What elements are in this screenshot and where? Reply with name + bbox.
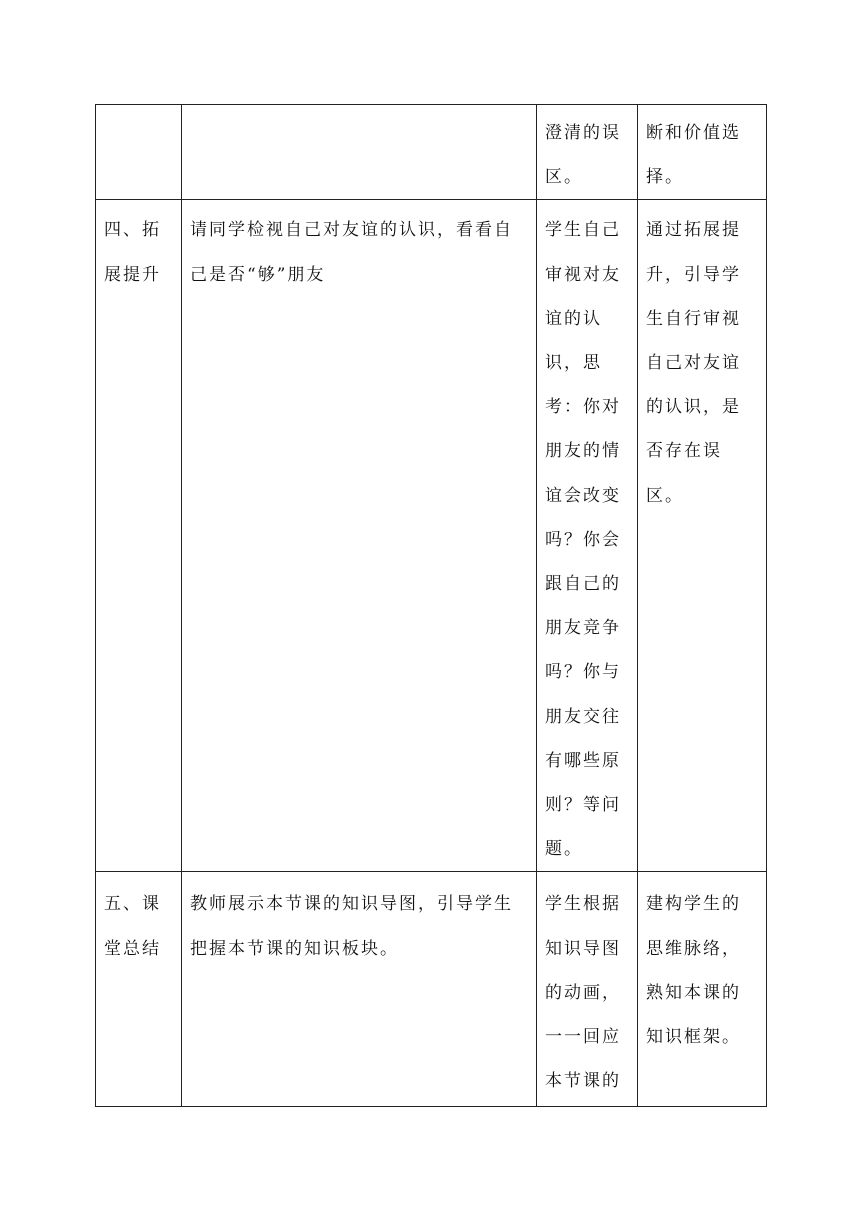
teacher-activity-cell: 教师展示本节课的知识导图，引导学生把握本节课的知识板块。 — [182, 872, 537, 1107]
table-row — [96, 105, 767, 200]
student-activity-cell: 学生自己审视对友谊的认识，思考：你对朋友的情谊会改变吗？你会跟自己的朋友竞争吗？你与朋友交往有哪些原则？等问题。 — [537, 200, 638, 872]
teacher-activity-cell: 请同学检视自己对友谊的认识，看看自己是否“够”朋友 — [182, 200, 537, 872]
design-intent-cell: 建构学生的思维脉络，熟知本课的知识框架。 — [638, 872, 767, 1107]
design-intent-cell: 通过拓展提升，引导学生自行审视自己对友谊的认识，是否存在误区。 — [638, 200, 767, 872]
lesson-plan-table — [95, 104, 767, 1107]
table-row — [96, 200, 767, 872]
student-activity-cell: 学生根据知识导图的动画，一一回应本节课的 — [537, 872, 638, 1107]
student-activity-cell: 澄清的误区。 — [537, 105, 638, 200]
stage-cell — [96, 105, 182, 200]
table-row — [96, 872, 767, 1107]
teacher-activity-cell — [182, 105, 537, 200]
stage-cell: 五、课堂总结 — [96, 872, 182, 1107]
design-intent-cell: 断和价值选择。 — [638, 105, 767, 200]
stage-cell: 四、拓展提升 — [96, 200, 182, 872]
